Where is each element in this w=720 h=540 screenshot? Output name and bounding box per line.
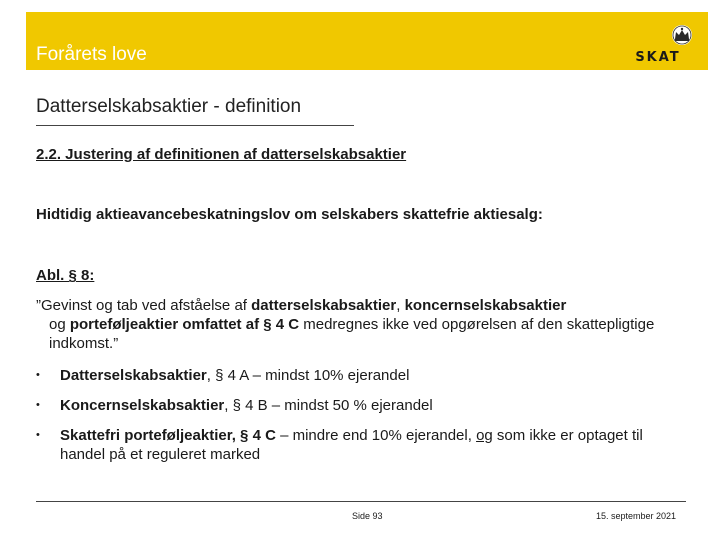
bullet-text: , § 4 B – mindst 50 % ejerandel xyxy=(224,397,433,414)
bullet-bold: Datterselskabsaktier xyxy=(60,367,207,384)
abl-label: Abl. § 8: xyxy=(36,267,95,284)
quote-bold: datterselskabsaktier xyxy=(251,297,397,314)
list-item xyxy=(36,396,686,415)
bullet-text: som ikke er optaget til handel på et reguleret marked xyxy=(60,427,643,463)
quote-continuation xyxy=(36,315,686,353)
bullet-underline: og xyxy=(476,427,493,444)
quote-part: og xyxy=(49,316,70,333)
page-title: Datterselskabsaktier - definition xyxy=(36,96,302,117)
page-number: Side 93 xyxy=(352,511,383,521)
quote-part: medregnes ikke ved opgørelsen af den skattepligtige indkomst.” xyxy=(49,316,655,352)
bullet-text: – mindre end 10% ejerandel, xyxy=(275,427,477,444)
bullet-icon: • xyxy=(36,399,40,411)
logo-text: SKAT xyxy=(635,50,681,65)
bullet-bold: Koncernselskabsaktier xyxy=(60,397,225,414)
list-item xyxy=(36,426,686,464)
bullet-icon: • xyxy=(36,429,40,441)
title-divider xyxy=(36,125,354,126)
footer-divider xyxy=(36,501,686,502)
quote-bold: koncernselskabsaktier xyxy=(404,297,567,314)
subheading: 2.2. Justering af definitionen af datterselskabsaktier xyxy=(36,146,407,163)
footer-date: 15. september 2021 xyxy=(596,511,677,521)
quote-bold: porteføljeaktier omfattet af § 4 C xyxy=(69,316,300,333)
skat-logo xyxy=(618,20,698,66)
bullet-icon: • xyxy=(36,369,40,381)
quote-part: ”Gevinst og tab ved afståelse af xyxy=(36,297,252,314)
crown-logo-icon xyxy=(618,20,698,66)
bullet-bold: Skattefri porteføljeaktier, § 4 C xyxy=(60,427,276,444)
quote-part: , xyxy=(396,297,405,314)
section-heading: Hidtidig aktieavancebeskatningslov om selskabers skattefrie aktiesalg: xyxy=(36,206,543,223)
bullet-text: , § 4 A – mindst 10% ejerandel xyxy=(206,367,410,384)
list-item xyxy=(36,366,686,385)
header-banner xyxy=(26,12,708,70)
quote-text xyxy=(36,296,686,353)
banner-title: Forårets love xyxy=(36,44,147,65)
bullet-list xyxy=(36,366,686,464)
